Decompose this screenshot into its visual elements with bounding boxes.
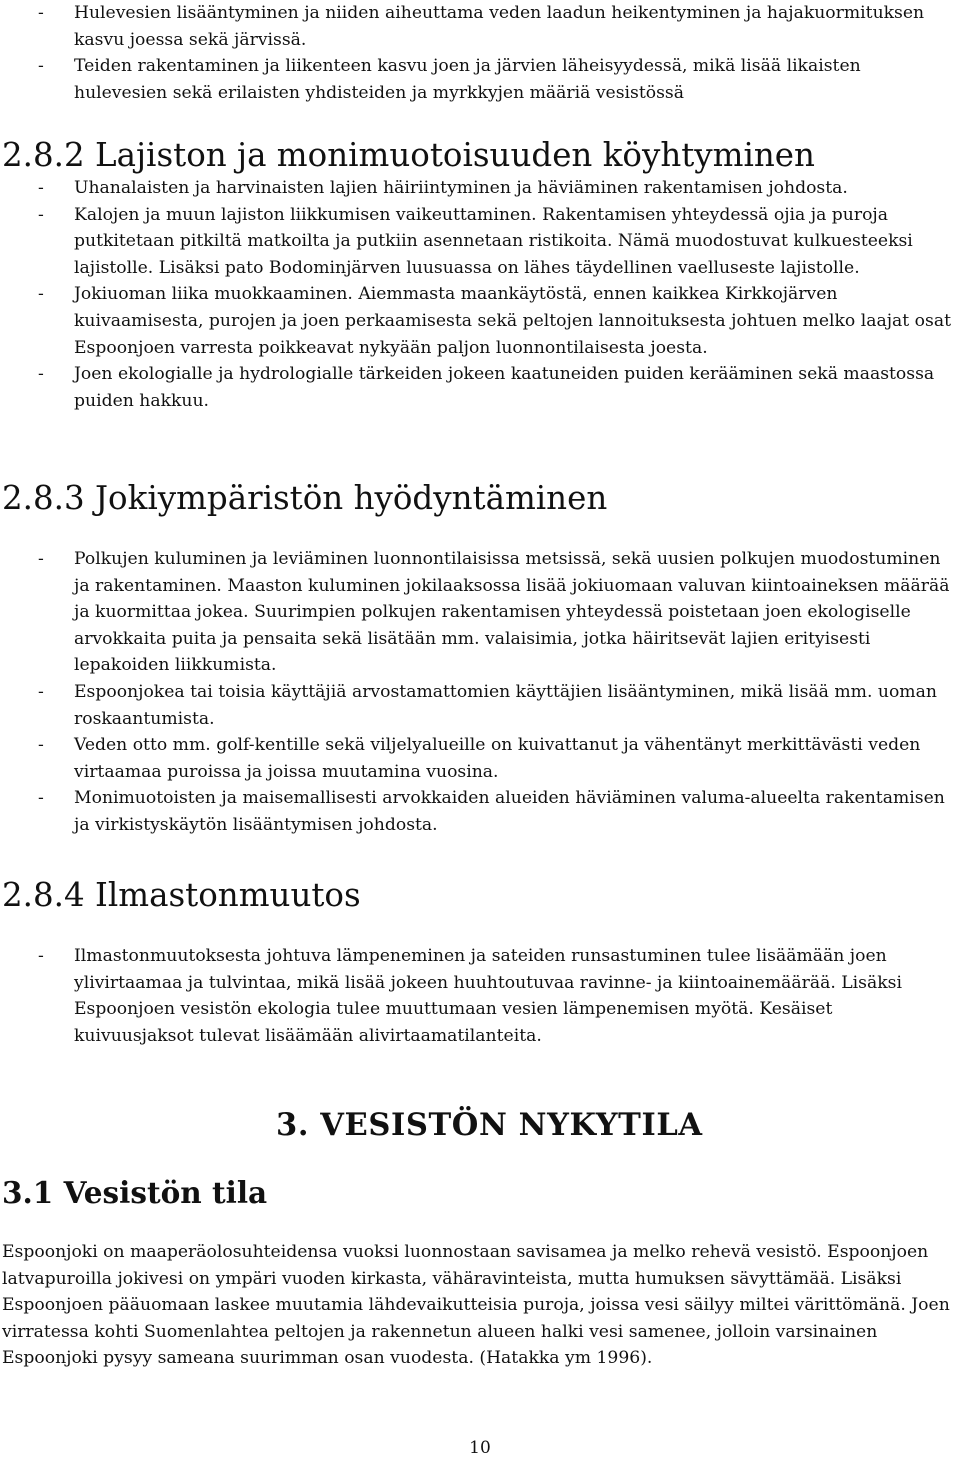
dash-bullet: -	[38, 56, 44, 77]
list-item-text: Ilmastonmuutoksesta johtuva lämpeneminen ja sateiden runsastuminen tulee lisäämään joen ylivirtaamaa ja tulvintaa, mikä lisää jokeen huuhtoutuvaa ravinne- ja kiintoainemäärää. Lisäksi Espoonjoen vesistön ekologia tulee muuttumaan vesien lämpenemisen myötä. Kesäiset kuivuusjaksot tulevat lisäämään alivirtaamatilanteita.	[74, 946, 902, 1046]
dash-bullet: -	[38, 681, 44, 702]
dash-bullet: -	[38, 178, 44, 198]
list-item-text: Kalojen ja muun lajiston liikkumisen vaikeuttaminen. Rakentamisen yhteydessä ojia ja puroja putkitetaan pitkiltä matkoilta ja putkiin asennetaan ristikoita. Nämä muodostuvat kulkuesteeksi lajistolle. Lisäksi pato Bodominjärven luusuassa on lähes täydellinen vaelluseste lajistolle.	[74, 204, 913, 278]
bullet-list-biodiversity	[0, 175, 960, 414]
section-heading-2-8-2: 2.8.2 Lajiston ja monimuotoisuuden köyhtyminen	[2, 136, 815, 174]
dash-bullet: -	[38, 549, 44, 569]
list-item-text: Jokiuoman liika muokkaaminen. Aiemmasta maankäytöstä, ennen kaikkea Kirkkojärven kuivaamisesta, purojen ja joen perkaamisesta sekä peltojen lannoituksesta johtuen melko laajat osat Espoonjoen varresta poikkeavat nykyään paljon luonnontilaisesta joesta.	[74, 284, 951, 358]
list-item-text: Polkujen kuluminen ja leviäminen luonnontilaisissa metsissä, sekä uusien polkujen muodostuminen ja rakentaminen. Maaston kuluminen jokilaaksossa lisää jokiuomaan valuvan kiintoaineksen määrää ja kuormittaa jokea. Suurimpien polkujen rakentamisen yhteydessä poistetaan joen ekologiselle arvokkaita puita ja pensaita sekä lisätään mm. valaisimia, jotka häiritsevät lajien erityisesti lepakoiden liikkumista.	[74, 549, 950, 676]
list-item-text: Teiden rakentaminen ja liikenteen kasvu joen ja järvien läheisyydessä, mikä lisää likaisten hulevesien sekä erilaisten yhdisteiden ja myrkkyjen määriä vesistössä	[74, 56, 861, 103]
list-item-text: Joen ekologialle ja hydrologialle tärkeiden jokeen kaatuneiden puiden kerääminen sekä maastossa puiden hakkuu.	[74, 364, 935, 411]
list-item-text: Monimuotoisten ja maisemallisesti arvokkaiden alueiden häviäminen valuma-alueelta rakentamisen ja virkistyskäytön lisääntymisen johdosta.	[74, 788, 945, 835]
dash-bullet: -	[38, 788, 44, 809]
body-paragraph: Espoonjoki on maaperäolosuhteidensa vuoksi luonnostaan savisamea ja melko rehevä vesistö. Espoonjoen latvapuroilla jokivesi on ympäri vuoden kirkasta, vähäravinteista, mutta humuksen sävyttämää. Lisäksi Espoonjoen pääuomaan laskee muutamia lähdevaikutteisia puroja, joissa vesi säilyy miltei värittömänä. Joen virratessa kohti Suomenlahtea peltojen ja rakennetun alueen halki vesi samenee, jolloin varsinainen Espoonjoki pysyy sameana suurimman osan vuodesta. (Hatakka ym 1996).	[2, 1242, 950, 1369]
list-item	[0, 175, 960, 202]
list-item	[0, 361, 960, 414]
dash-bullet: -	[38, 946, 44, 966]
dash-bullet: -	[38, 364, 44, 385]
list-item	[0, 281, 960, 361]
section-heading-3-1: 3.1 Vesistön tila	[2, 1175, 268, 1210]
bullet-list-climate-change	[0, 943, 960, 1049]
section-heading-2-8-4: 2.8.4 Ilmastonmuutos	[2, 876, 361, 914]
list-item	[0, 546, 960, 679]
chapter-heading-3: 3. VESISTÖN NYKYTILA	[276, 1107, 703, 1143]
bullet-list-water-quality	[0, 0, 960, 106]
list-item-text: Veden otto mm. golf-kentille sekä viljelyalueille on kuivattanut ja vähentänyt merkittävästi veden virtaamaa puroissa ja joissa muutamina vuosina.	[74, 735, 921, 782]
list-item	[0, 732, 960, 785]
bullet-list-river-use	[0, 546, 960, 839]
list-item	[0, 679, 960, 732]
list-item	[0, 943, 960, 1049]
page-number: 10	[469, 1438, 491, 1458]
list-item-text: Espoonjokea tai toisia käyttäjiä arvostamattomien käyttäjien lisääntyminen, mikä lisää mm. uoman roskaantumista.	[74, 681, 937, 729]
list-item	[0, 0, 960, 53]
list-item-text: Uhanalaisten ja harvinaisten lajien häiriintyminen ja häviäminen rakentamisen johdosta.	[74, 178, 848, 198]
dash-bullet: -	[38, 204, 44, 225]
list-item	[0, 785, 960, 838]
list-item	[0, 53, 960, 106]
dash-bullet: -	[38, 284, 44, 305]
section-heading-2-8-3: 2.8.3 Jokiympäristön hyödyntäminen	[2, 479, 608, 517]
dash-bullet: -	[38, 735, 44, 756]
dash-bullet: -	[38, 3, 44, 23]
list-item-text: Hulevesien lisääntyminen ja niiden aiheuttama veden laadun heikentyminen ja hajakuormituksen kasvu joessa sekä järvissä.	[74, 3, 925, 50]
list-item	[0, 202, 960, 282]
